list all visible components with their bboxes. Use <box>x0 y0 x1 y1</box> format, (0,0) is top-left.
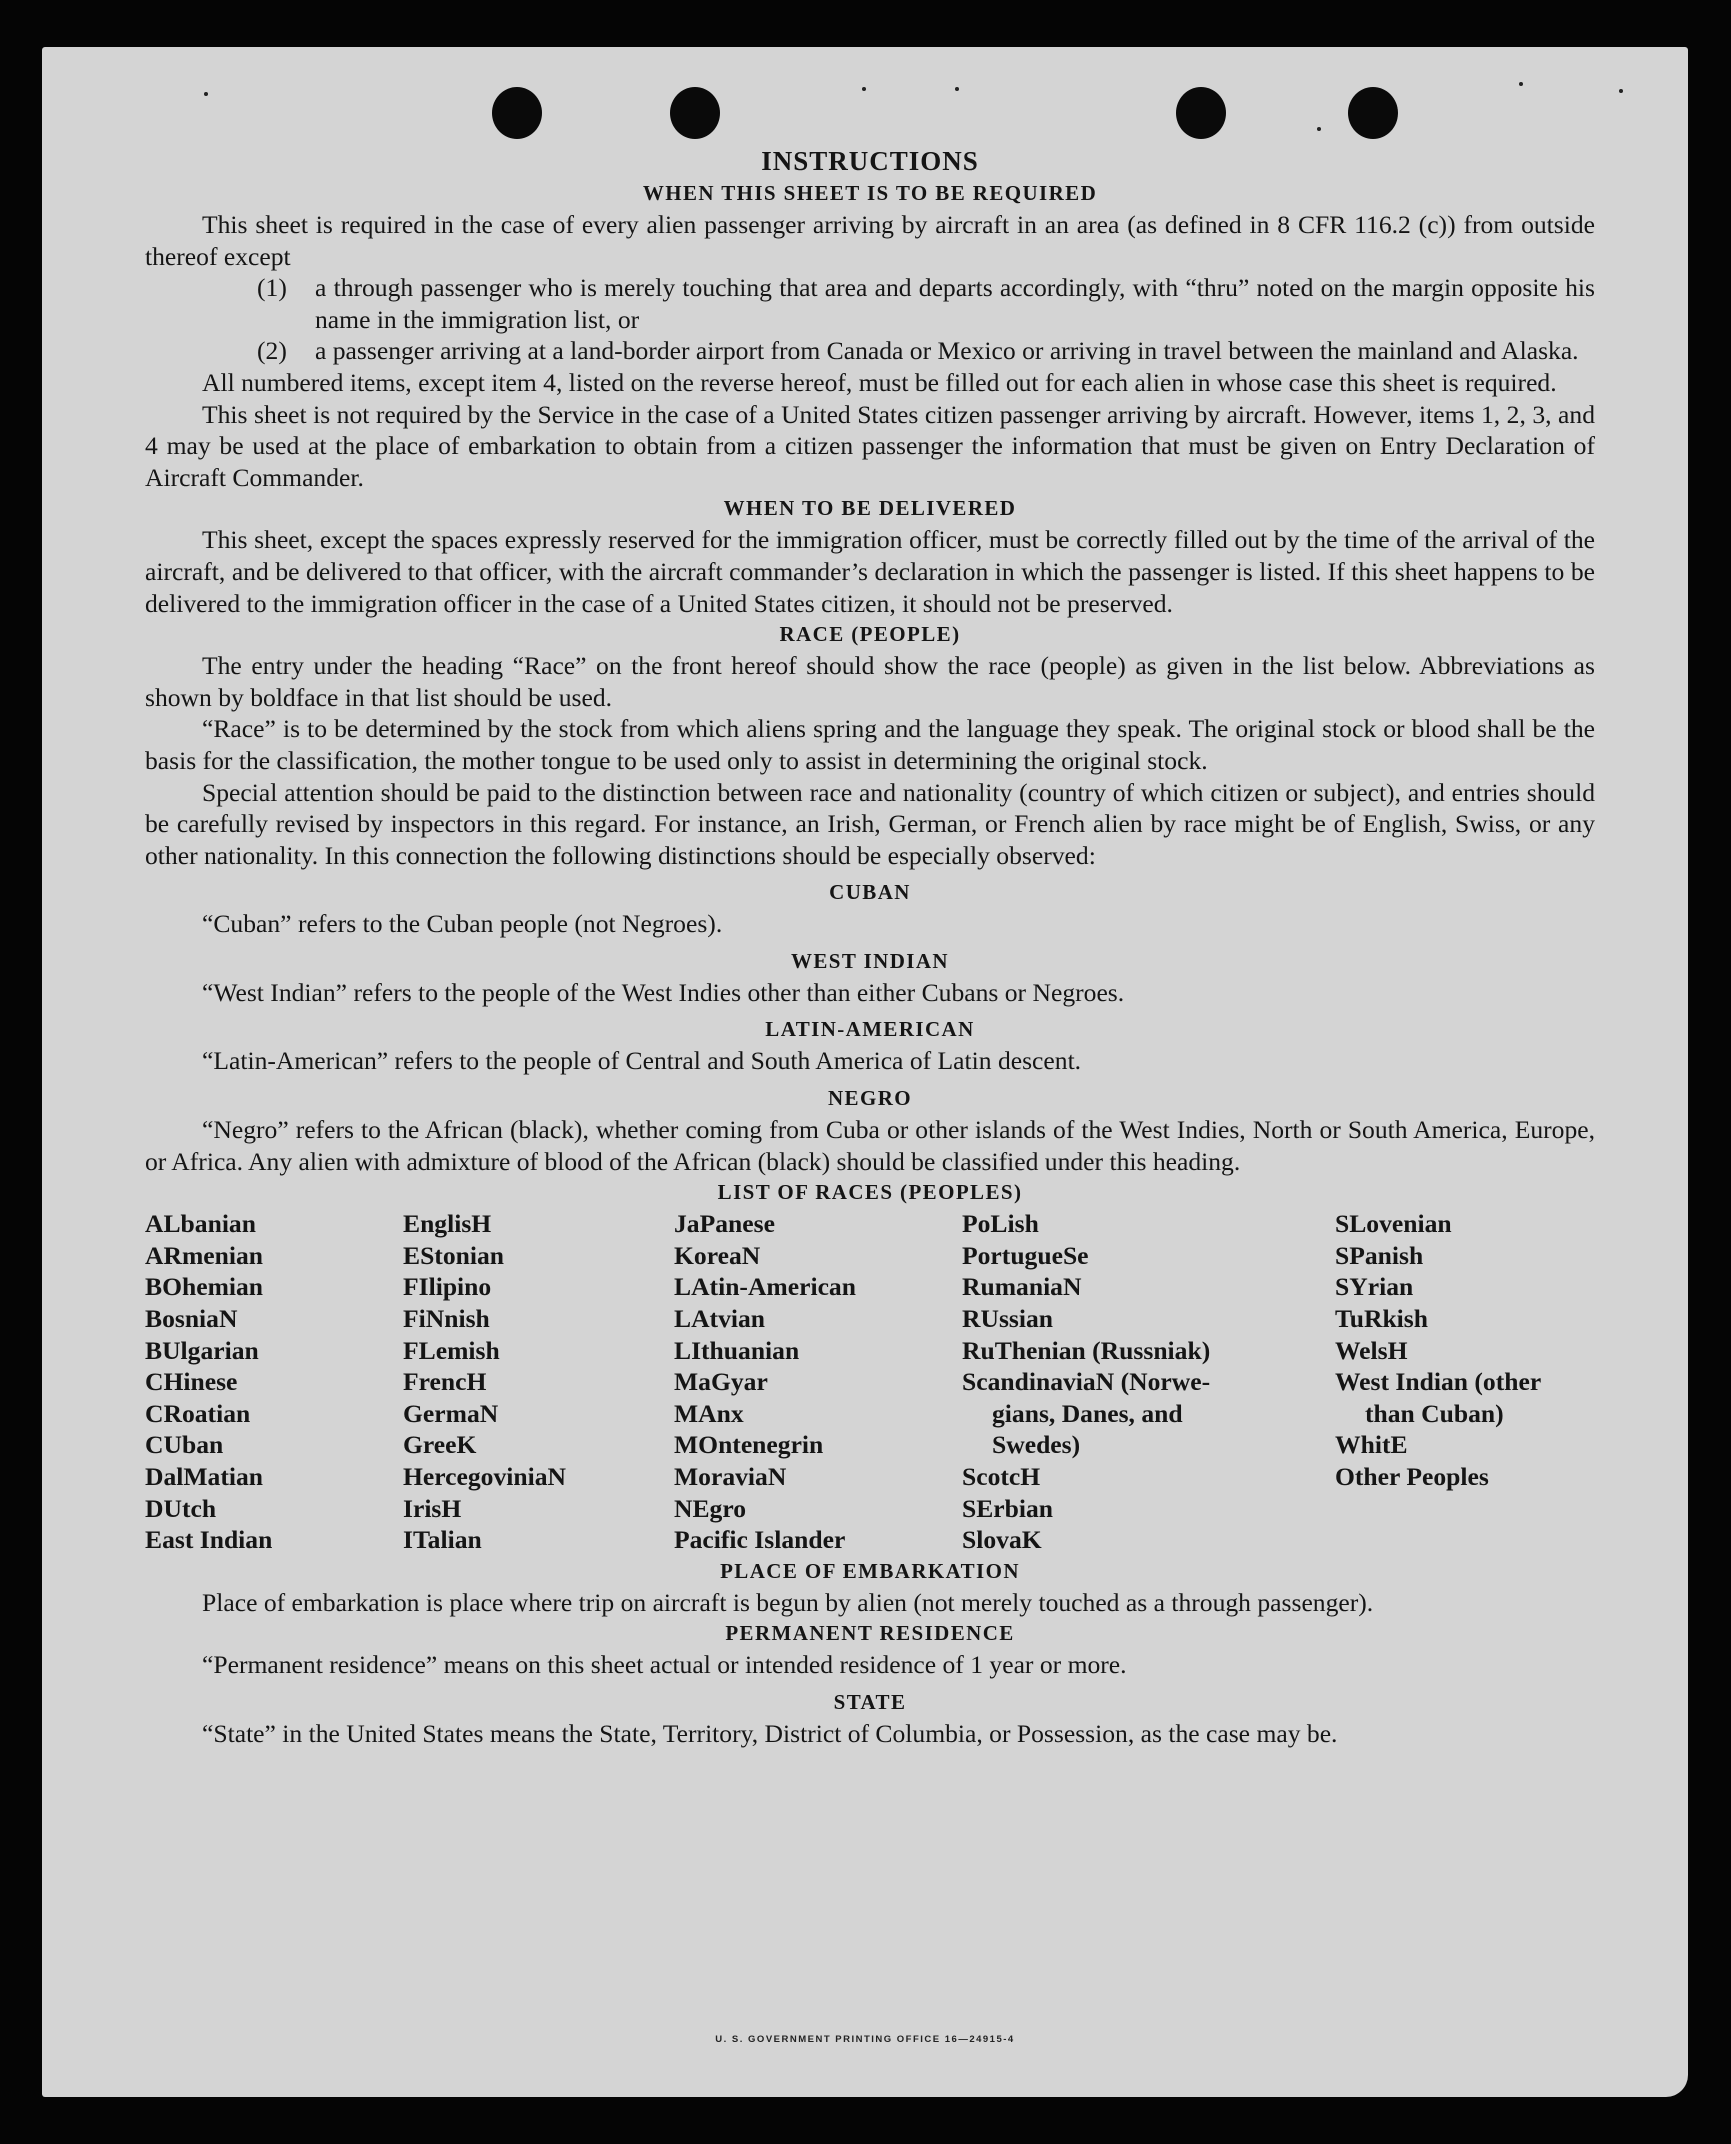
race-entry: DUtch <box>145 1493 217 1523</box>
printer-imprint: U. S. GOVERNMENT PRINTING OFFICE 16—24915-4 <box>715 2034 1015 2045</box>
race-entry: DalMatian <box>145 1462 264 1491</box>
item-number: (2) <box>257 336 287 366</box>
heading-when-required: WHEN THIS SHEET IS TO BE REQUIRED <box>642 181 1098 205</box>
punch-hole-3 <box>1176 87 1226 139</box>
race-column <box>1335 1208 1595 1556</box>
race-entry: than Cuban) <box>1365 1398 1504 1428</box>
race-entry: SPanish <box>1335 1240 1424 1270</box>
race-entry: MoraviaN <box>674 1462 787 1491</box>
race-entry: PoLish <box>962 1209 1039 1239</box>
paragraph: “Permanent residence” means on this sheet actual or intended residence of 1 year or more. <box>202 1650 1127 1680</box>
heading-latin-american: LATIN-AMERICAN <box>765 1017 975 1042</box>
race-column <box>674 1208 962 1556</box>
race-entry: CHinese <box>145 1367 238 1397</box>
race-entry: BUlgarian <box>145 1335 259 1365</box>
race-entry: ITalian <box>403 1525 482 1555</box>
race-entry: RumaniaN <box>962 1272 1082 1302</box>
race-list <box>145 1208 1595 1556</box>
race-entry: LIthuanian <box>674 1335 800 1365</box>
race-entry: ALbanian <box>145 1209 256 1239</box>
race-entry: BosniaN <box>145 1304 238 1334</box>
paragraph: Place of embarkation is place where trip on aircraft is begun by alien (not merely touched as a through passenger). <box>202 1587 1374 1617</box>
race-entry: MaGyar <box>674 1367 768 1397</box>
speck <box>862 87 866 91</box>
race-entry: GermaN <box>403 1398 499 1428</box>
speck <box>1317 127 1321 131</box>
race-entry: KoreaN <box>674 1240 761 1270</box>
instruction-sheet <box>42 47 1688 2097</box>
race-entry: East Indian <box>145 1525 273 1555</box>
speck <box>955 87 959 91</box>
item-text: a passenger arriving at a land-border airport from Canada or Mexico or arriving in travel between the mainland and Alaska. <box>315 336 1579 366</box>
paragraph: “Cuban” refers to the Cuban people (not Negroes). <box>202 909 723 939</box>
race-entry: SLovenian <box>1335 1209 1452 1239</box>
race-entry: CRoatian <box>145 1398 251 1428</box>
race-column <box>403 1208 674 1556</box>
list-item <box>257 272 1595 335</box>
race-entry: NEgro <box>674 1493 747 1523</box>
race-entry: SYrian <box>1335 1272 1414 1302</box>
paragraph: All numbered items, except item 4, listed on the reverse hereof, must be filled out for each alien in whose case this sheet is required. <box>202 367 1557 397</box>
speck <box>1519 82 1523 86</box>
punch-hole-4 <box>1348 87 1398 139</box>
speck <box>1619 89 1623 93</box>
heading-permanent-residence: PERMANENT RESIDENCE <box>725 1621 1015 1646</box>
speck <box>204 92 208 96</box>
race-entry: Other Peoples <box>1335 1462 1489 1491</box>
race-entry: FrencH <box>403 1367 487 1397</box>
race-entry: gians, Danes, and <box>992 1398 1183 1428</box>
race-entry: FLemish <box>403 1335 500 1365</box>
heading-list-of-races: LIST OF RACES (PEOPLES) <box>717 1180 1023 1205</box>
race-entry: IrisH <box>403 1493 462 1523</box>
item-text: a through passenger who is merely touching that area and departs accordingly, with “thru” noted on the margin opposite his name in the immigration list, or <box>315 273 1595 334</box>
race-entry: LAtvian <box>674 1304 766 1334</box>
race-entry: TuRkish <box>1335 1304 1428 1334</box>
page-title: INSTRUCTIONS <box>761 146 979 176</box>
race-entry: FIlipino <box>403 1272 492 1302</box>
race-entry: ARmenian <box>145 1240 264 1270</box>
heading-when-delivered: WHEN TO BE DELIVERED <box>723 496 1017 521</box>
race-entry: GreeK <box>403 1430 477 1460</box>
paragraph: This sheet is not required by the Service in the case of a United States citizen passenger arriving by aircraft. However, items 1, 2, 3, and 4 may be used at the place of embarkation to obtain from a citizen passenger the information that must be given on Entry Declaration of Aircraft Commander. <box>145 399 1595 492</box>
race-column <box>962 1208 1335 1556</box>
race-entry: EnglisH <box>403 1209 492 1239</box>
race-entry: MOntenegrin <box>674 1430 824 1460</box>
race-entry: CUban <box>145 1430 224 1460</box>
paragraph: “Latin-American” refers to the people of Central and South America of Latin descent. <box>202 1046 1082 1076</box>
race-entry: EStonian <box>403 1240 505 1270</box>
race-entry: LAtin-American <box>674 1272 856 1302</box>
race-entry: SErbian <box>962 1493 1054 1523</box>
race-entry: RuThenian (Russniak) <box>962 1335 1211 1365</box>
race-entry: SlovaK <box>962 1525 1042 1555</box>
race-column <box>145 1208 403 1556</box>
paragraph: The entry under the heading “Race” on the front hereof should show the race (people) as given in the list below. Abbreviations as shown by boldface in that list should be used. <box>145 651 1595 712</box>
paragraph: This sheet, except the spaces expressly reserved for the immigration officer, must be correctly filled out by the time of the arrival of the aircraft, and be delivered to that officer, with the aircraft commander’s declaration in which the passenger is listed. If this sheet happens to be delivered to the immigration officer in the case of a United States citizen, it should not be preserved. <box>145 525 1595 618</box>
race-entry: Swedes) <box>992 1430 1081 1460</box>
heading-state: STATE <box>833 1689 907 1714</box>
punch-hole-2 <box>670 87 720 139</box>
race-entry: FiNnish <box>403 1304 490 1334</box>
heading-cuban: CUBAN <box>829 880 911 905</box>
paragraph: “Race” is to be determined by the stock from which aliens spring and the language they speak. The original stock or blood shall be the basis for the classification, the mother tongue to be used only to assist in determining the original stock. <box>145 714 1595 775</box>
race-entry: MAnx <box>674 1398 744 1428</box>
paragraph: “Negro” refers to the African (black), whether coming from Cuba or other islands of the West Indies, North or South America, Europe, or Africa. Any alien with admixture of blood of the African (black) should be classified under this heading. <box>145 1115 1595 1176</box>
paragraph: “West Indian” refers to the people of the West Indies other than either Cubans or Negroes. <box>202 977 1125 1007</box>
race-entry: BOhemian <box>145 1272 264 1302</box>
race-entry: ScandinaviaN (Norwe- <box>962 1367 1211 1397</box>
paragraph: “State” in the United States means the State, Territory, District of Columbia, or Possession, as the case may be. <box>202 1718 1338 1748</box>
race-entry: HercegoviniaN <box>403 1462 567 1491</box>
race-entry: PortugueSe <box>962 1240 1089 1270</box>
list-item <box>257 335 1595 367</box>
race-entry: RUssian <box>962 1304 1054 1334</box>
item-number: (1) <box>257 273 287 303</box>
heading-negro: NEGRO <box>827 1086 912 1111</box>
heading-place-of-embarkation: PLACE OF EMBARKATION <box>720 1558 1020 1583</box>
race-entry: West Indian (other <box>1335 1367 1542 1397</box>
punch-hole-1 <box>492 87 542 139</box>
heading-west-indian: WEST INDIAN <box>791 948 949 973</box>
race-entry: WelsH <box>1335 1335 1408 1365</box>
race-entry: WhitE <box>1335 1430 1408 1460</box>
heading-race: RACE (PEOPLE) <box>779 622 961 647</box>
race-entry: JaPanese <box>674 1209 775 1239</box>
race-entry: Pacific Islander <box>674 1525 846 1555</box>
paragraph: Special attention should be paid to the distinction between race and nationality (country of which citizen or subject), and entries should be carefully revised by inspectors in this regard. For instance, an Irish, German, or French alien by race might be of English, Swiss, or any other nationality. In this connection the following distinctions should be especially observed: <box>145 777 1595 870</box>
paragraph: This sheet is required in the case of every alien passenger arriving by aircraft in an area (as defined in 8 CFR 116.2 (c)) from outside thereof except <box>145 210 1595 271</box>
race-entry: ScotcH <box>962 1462 1041 1491</box>
instructions-body <box>145 144 1595 1750</box>
